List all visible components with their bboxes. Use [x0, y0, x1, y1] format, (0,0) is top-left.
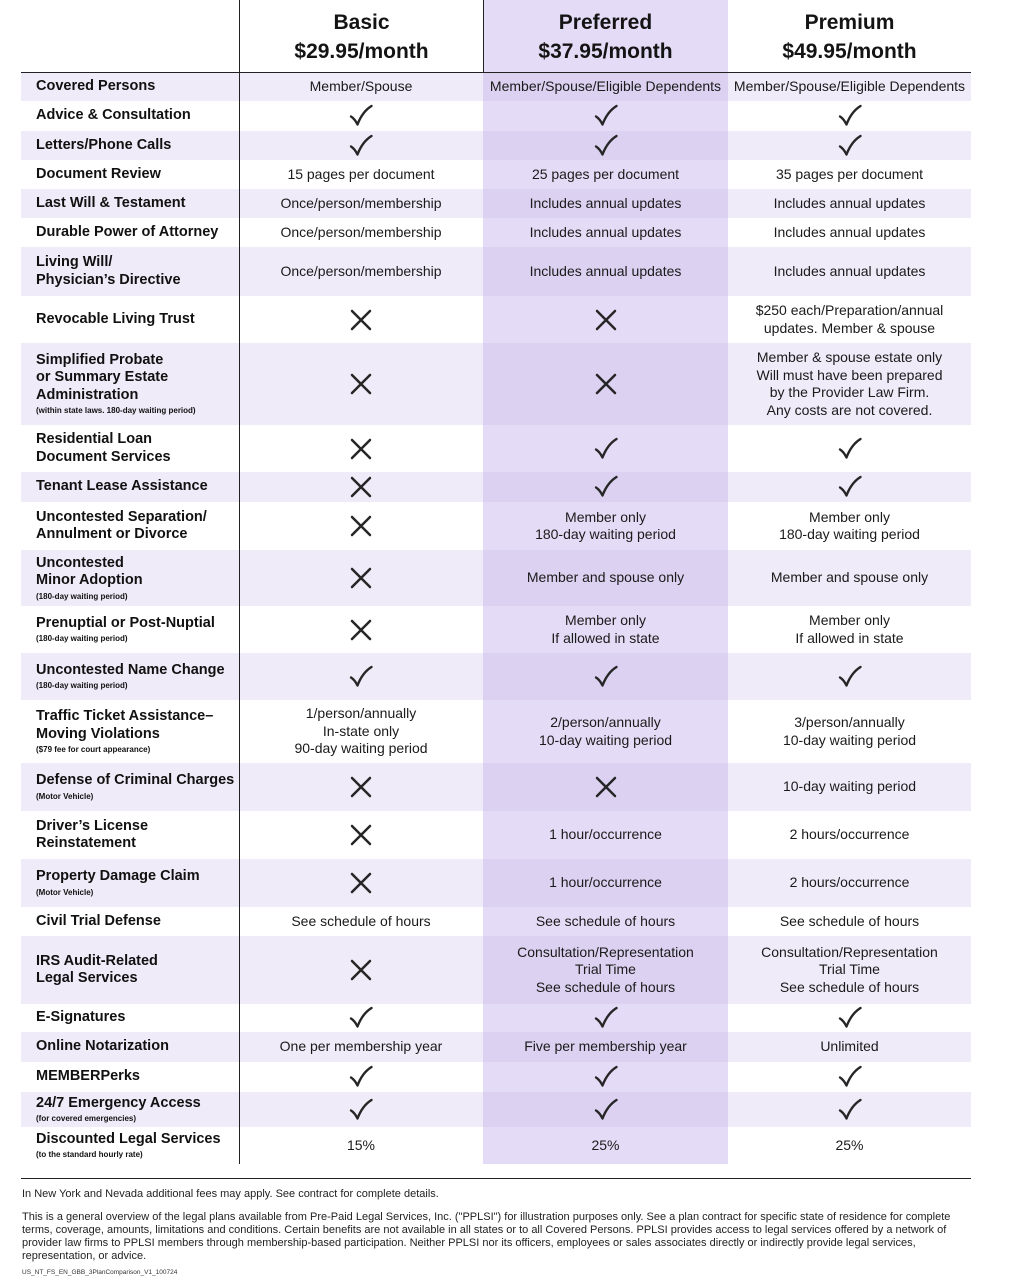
value-cell-preferred	[483, 296, 728, 343]
value-text: 15%	[346, 1136, 376, 1153]
feature-label-last-will-testament: Last Will & Testament	[36, 194, 186, 211]
value-cell-basic	[239, 247, 483, 296]
table-row	[21, 653, 971, 700]
feature-cell	[36, 472, 241, 502]
feature-cell	[36, 1032, 241, 1062]
table-row	[21, 936, 971, 1004]
value-text: See schedule of hours	[291, 912, 431, 929]
value-text: 25%	[835, 1136, 864, 1153]
value-text: Includes annual updates	[529, 194, 682, 211]
checkmark-icon	[837, 1005, 863, 1031]
feature-note: (to the standard hourly rate)	[36, 1150, 143, 1160]
checkmark-icon	[593, 474, 619, 500]
value-cell-premium	[728, 160, 971, 189]
cross-icon	[348, 870, 374, 896]
checkmark-icon	[348, 103, 374, 129]
value-cell-preferred	[483, 653, 728, 700]
feature-label-uncontested-name-change: Uncontested Name Change	[36, 661, 225, 678]
value-cell-preferred	[483, 1004, 728, 1032]
value-cell-preferred	[483, 472, 728, 502]
feature-cell	[36, 907, 241, 936]
feature-cell	[36, 189, 241, 218]
table-row	[21, 907, 971, 936]
value-text: Includes annual updates	[773, 223, 926, 240]
value-cell-premium	[728, 763, 971, 811]
cross-icon	[593, 307, 619, 333]
feature-label-online-notarization: Online Notarization	[36, 1038, 169, 1055]
table-row	[21, 131, 971, 160]
table-row	[21, 1092, 971, 1127]
value-cell-preferred	[483, 247, 728, 296]
value-text: Member and spouse only	[770, 569, 929, 586]
value-text: 25%	[591, 1136, 620, 1153]
value-cell-basic	[239, 907, 483, 936]
value-cell-basic	[239, 472, 483, 502]
value-cell-basic	[239, 502, 483, 550]
feature-cell	[36, 859, 241, 907]
value-text: 1 hour/occurrence	[549, 874, 662, 891]
value-cell-premium	[728, 907, 971, 936]
value-text: 15 pages per document	[287, 165, 435, 182]
checkmark-icon	[593, 664, 619, 690]
value-cell-preferred	[483, 160, 728, 189]
feature-cell	[36, 700, 241, 763]
value-cell-premium	[728, 472, 971, 502]
feature-label-uncontested-minor-adoption: Uncontested Minor Adoption	[36, 554, 143, 588]
value-cell-basic	[239, 296, 483, 343]
feature-cell	[36, 73, 241, 101]
value-cell-basic	[239, 606, 483, 653]
value-text: 2/person/annually 10-day waiting period	[538, 714, 673, 748]
cross-icon	[348, 371, 374, 397]
value-text: Once/person/membership	[280, 194, 442, 211]
feature-label-residential-loan-document-services: Residential Loan Document Services	[36, 431, 171, 465]
value-cell-basic	[239, 73, 483, 101]
header-divider	[21, 72, 971, 73]
value-cell-preferred	[483, 1092, 728, 1127]
table-row	[21, 247, 971, 296]
value-cell-preferred	[483, 606, 728, 653]
table-row	[21, 763, 971, 811]
value-text: Member only 180-day waiting period	[535, 508, 676, 542]
feature-cell	[36, 1004, 241, 1032]
value-text: Member/Spouse/Eligible Dependents	[733, 78, 966, 95]
value-cell-basic	[239, 218, 483, 247]
value-text: 10-day waiting period	[782, 778, 917, 795]
checkmark-icon	[837, 1097, 863, 1123]
value-cell-basic	[239, 700, 483, 763]
feature-cell	[36, 653, 241, 700]
value-cell-premium	[728, 247, 971, 296]
value-text: Member only If allowed in state	[551, 612, 660, 646]
value-text: Member/Spouse/Eligible Dependents	[489, 78, 722, 95]
value-cell-premium	[728, 653, 971, 700]
column-divider-left	[239, 0, 240, 1164]
value-cell-preferred	[483, 73, 728, 101]
footer-disclaimer: This is a general overview of the legal plans available from Pre-Paid Legal Services, Inc. ("PPLSI") for illustration purposes only. See a plan contract for specific state of residence for complete terms, coverage, amounts, limitations and conditions. Certain benefits are not available in all states or to all Covered Persons. PPLSI provides access to legal services offered by a network of provider law firms to PPLSI members through membership-based participation. Neither PPLSI nor its officers, employees or sales associates directly or indirectly provide legal services, representation, or advice.	[22, 1211, 951, 1262]
value-cell-premium	[728, 73, 971, 101]
value-cell-premium	[728, 131, 971, 160]
value-cell-premium	[728, 1092, 971, 1127]
value-cell-basic	[239, 189, 483, 218]
feature-note: (180-day waiting period)	[36, 591, 128, 601]
value-cell-basic	[239, 550, 483, 606]
cross-icon	[348, 617, 374, 643]
checkmark-icon	[348, 664, 374, 690]
feature-label-covered-persons: Covered Persons	[36, 78, 156, 95]
plan-name-premium: Premium	[804, 11, 895, 34]
document-code: US_NT_FS_EN_GBB_3PlanComparison_V1_100724	[22, 1269, 178, 1276]
cross-icon	[348, 565, 374, 591]
feature-label-24-7-emergency-access: 24/7 Emergency Access	[36, 1094, 201, 1111]
value-text: 1/person/annually In-state only 90-day waiting period	[294, 705, 428, 757]
feature-label-property-damage-claim: Property Damage Claim	[36, 868, 200, 885]
value-cell-basic	[239, 1127, 483, 1164]
table-row	[21, 1127, 971, 1164]
checkmark-icon	[837, 133, 863, 159]
table-row	[21, 700, 971, 763]
feature-cell	[36, 296, 241, 343]
value-cell-basic	[239, 101, 483, 131]
feature-cell	[36, 606, 241, 653]
value-cell-premium	[728, 1062, 971, 1092]
feature-note: (180-day waiting period)	[36, 634, 128, 644]
value-text: Member & spouse estate only Will must have been prepared by the Provider Law Firm. Any costs are not covered.	[756, 349, 943, 418]
table-row	[21, 189, 971, 218]
value-cell-preferred	[483, 131, 728, 160]
table-row	[21, 101, 971, 131]
table-row	[21, 1032, 971, 1062]
feature-label-revocable-living-trust: Revocable Living Trust	[36, 310, 195, 327]
feature-cell	[36, 1062, 241, 1092]
feature-cell	[36, 502, 241, 550]
table-row	[21, 606, 971, 653]
value-cell-premium	[728, 343, 971, 425]
value-cell-premium	[728, 811, 971, 859]
feature-label-durable-power-of-attorney: Durable Power of Attorney	[36, 223, 219, 240]
value-cell-preferred	[483, 218, 728, 247]
feature-label-traffic-ticket-assistance-moving-violations: Traffic Ticket Assistance– Moving Violations	[36, 708, 214, 742]
value-cell-preferred	[483, 550, 728, 606]
feature-label-defense-of-criminal-charges: Defense of Criminal Charges	[36, 772, 235, 789]
value-text: 25 pages per document	[531, 165, 680, 182]
table-row	[21, 472, 971, 502]
value-text: 2 hours/occurrence	[789, 874, 910, 891]
value-text: 2 hours/occurrence	[789, 826, 910, 843]
footer-divider	[21, 1178, 971, 1179]
value-text: Consultation/Representation Trial Time See schedule of hours	[761, 943, 938, 995]
value-cell-preferred	[483, 1062, 728, 1092]
feature-label-memberperks: MEMBERPerks	[36, 1068, 140, 1085]
feature-label-tenant-lease-assistance: Tenant Lease Assistance	[36, 478, 208, 495]
table-row	[21, 160, 971, 189]
checkmark-icon	[348, 1097, 374, 1123]
feature-label-civil-trial-defense: Civil Trial Defense	[36, 912, 161, 929]
value-text: Member only If allowed in state	[795, 612, 904, 646]
value-cell-premium	[728, 936, 971, 1004]
checkmark-icon	[837, 1064, 863, 1090]
value-cell-preferred	[483, 1032, 728, 1062]
value-cell-premium	[728, 859, 971, 907]
value-cell-preferred	[483, 811, 728, 859]
value-cell-preferred	[483, 1127, 728, 1164]
value-cell-basic	[239, 936, 483, 1004]
feature-cell	[36, 247, 241, 296]
value-text: Member only 180-day waiting period	[779, 508, 920, 542]
value-text: Includes annual updates	[529, 223, 682, 240]
checkmark-icon	[593, 1064, 619, 1090]
value-text: 1 hour/occurrence	[549, 826, 662, 843]
plan-name-preferred: Preferred	[558, 11, 653, 34]
plan-name-basic: Basic	[333, 11, 390, 34]
value-cell-premium	[728, 606, 971, 653]
plan-header-basic	[240, 8, 483, 66]
feature-label-advice-consultation: Advice & Consultation	[36, 107, 191, 124]
value-cell-preferred	[483, 859, 728, 907]
checkmark-icon	[348, 133, 374, 159]
table-row	[21, 343, 971, 425]
table-row	[21, 859, 971, 907]
feature-cell	[36, 763, 241, 811]
value-cell-basic	[239, 811, 483, 859]
feature-cell	[36, 343, 241, 425]
checkmark-icon	[593, 133, 619, 159]
value-cell-basic	[239, 425, 483, 472]
value-cell-basic	[239, 1004, 483, 1032]
checkmark-icon	[348, 1064, 374, 1090]
value-cell-preferred	[483, 700, 728, 763]
plan-header-premium	[728, 8, 971, 66]
value-text: Includes annual updates	[773, 194, 926, 211]
value-cell-basic	[239, 1032, 483, 1062]
table-row	[21, 1062, 971, 1092]
feature-label-uncontested-separation-annulment-or-divorce: Uncontested Separation/ Annulment or Divorce	[36, 508, 207, 542]
value-text: Includes annual updates	[773, 262, 926, 279]
cross-icon	[348, 822, 374, 848]
plan-price-premium: $49.95/month	[782, 40, 917, 63]
column-divider-mid	[483, 0, 484, 72]
feature-label-living-will-physician-s-directive: Living Will/ Physician’s Directive	[36, 254, 181, 288]
feature-note: ($79 fee for court appearance)	[36, 745, 151, 754]
cross-icon	[348, 774, 374, 800]
value-cell-premium	[728, 700, 971, 763]
value-text: Includes annual updates	[529, 262, 682, 279]
table-row	[21, 1004, 971, 1032]
feature-cell	[36, 936, 241, 1004]
value-text: Once/person/membership	[280, 223, 442, 240]
feature-note: (for covered emergencies)	[36, 1114, 137, 1124]
value-cell-basic	[239, 653, 483, 700]
feature-label-irs-audit-related-legal-services: IRS Audit-Related Legal Services	[36, 952, 158, 986]
feature-label-document-review: Document Review	[36, 165, 161, 182]
checkmark-icon	[593, 103, 619, 129]
cross-icon	[593, 774, 619, 800]
value-text: Member and spouse only	[526, 569, 685, 586]
footer-fees-note: In New York and Nevada additional fees may apply. See contract for complete details.	[22, 1188, 439, 1200]
table-row	[21, 550, 971, 606]
feature-note: (within state laws. 180-day waiting period)	[36, 406, 196, 416]
value-cell-premium	[728, 550, 971, 606]
table-row	[21, 425, 971, 472]
feature-note: (Motor Vehicle)	[36, 791, 94, 801]
value-text: Five per membership year	[524, 1038, 687, 1055]
value-text: Once/person/membership	[280, 262, 442, 279]
value-cell-preferred	[483, 343, 728, 425]
checkmark-icon	[593, 436, 619, 462]
value-cell-premium	[728, 101, 971, 131]
checkmark-icon	[837, 664, 863, 690]
value-text: Unlimited	[820, 1038, 879, 1055]
value-cell-premium	[728, 1127, 971, 1164]
feature-cell	[36, 425, 241, 472]
feature-note: (180-day waiting period)	[36, 681, 128, 691]
feature-note: (Motor Vehicle)	[36, 887, 94, 897]
feature-cell	[36, 101, 241, 131]
value-cell-basic	[239, 131, 483, 160]
value-cell-preferred	[483, 189, 728, 218]
feature-label-driver-s-license-reinstatement: Driver’s License Reinstatement	[36, 817, 149, 851]
plan-price-basic: $29.95/month	[294, 40, 429, 63]
value-cell-preferred	[483, 936, 728, 1004]
value-text: Member/Spouse	[309, 78, 413, 95]
value-text: Consultation/Representation Trial Time See schedule of hours	[517, 943, 694, 995]
feature-label-simplified-probate-or-summary-estate-administration: Simplified Probate or Summary Estate Administration	[36, 351, 169, 403]
cross-icon	[348, 436, 374, 462]
cross-icon	[593, 371, 619, 397]
feature-label-e-signatures: E-Signatures	[36, 1009, 126, 1026]
value-cell-preferred	[483, 907, 728, 936]
feature-cell	[36, 218, 241, 247]
value-cell-basic	[239, 1062, 483, 1092]
value-cell-premium	[728, 189, 971, 218]
value-cell-preferred	[483, 101, 728, 131]
feature-cell	[36, 550, 241, 606]
value-text: See schedule of hours	[535, 912, 676, 929]
value-cell-preferred	[483, 763, 728, 811]
checkmark-icon	[593, 1005, 619, 1031]
cross-icon	[348, 513, 374, 539]
value-text: See schedule of hours	[779, 912, 920, 929]
value-cell-basic	[239, 343, 483, 425]
value-cell-premium	[728, 296, 971, 343]
cross-icon	[348, 307, 374, 333]
table-row	[21, 502, 971, 550]
table-row	[21, 218, 971, 247]
feature-cell	[36, 1092, 241, 1127]
feature-cell	[36, 160, 241, 189]
feature-label-letters-phone-calls: Letters/Phone Calls	[36, 136, 172, 153]
value-cell-basic	[239, 1092, 483, 1127]
checkmark-icon	[348, 1005, 374, 1031]
feature-cell	[36, 131, 241, 160]
checkmark-icon	[837, 103, 863, 129]
checkmark-icon	[837, 436, 863, 462]
checkmark-icon	[837, 474, 863, 500]
value-cell-premium	[728, 1032, 971, 1062]
table-row	[21, 296, 971, 343]
cross-icon	[348, 957, 374, 983]
value-cell-premium	[728, 425, 971, 472]
feature-label-discounted-legal-services: Discounted Legal Services	[36, 1130, 221, 1147]
value-cell-basic	[239, 859, 483, 907]
value-text: $250 each/Preparation/annual updates. Member & spouse	[755, 302, 944, 336]
checkmark-icon	[593, 1097, 619, 1123]
value-cell-preferred	[483, 502, 728, 550]
value-cell-premium	[728, 1004, 971, 1032]
feature-label-prenuptial-or-post-nuptial: Prenuptial or Post-Nuptial	[36, 614, 215, 631]
value-cell-basic	[239, 763, 483, 811]
value-cell-premium	[728, 502, 971, 550]
value-cell-premium	[728, 218, 971, 247]
value-text: One per membership year	[279, 1038, 443, 1055]
value-text: 35 pages per document	[775, 165, 924, 182]
value-text: 3/person/annually 10-day waiting period	[782, 714, 917, 748]
plan-header-preferred	[483, 8, 728, 66]
table-row	[21, 73, 971, 101]
plan-price-preferred: $37.95/month	[538, 40, 673, 63]
value-cell-basic	[239, 160, 483, 189]
table-row	[21, 811, 971, 859]
feature-cell	[36, 1127, 241, 1164]
value-cell-preferred	[483, 425, 728, 472]
cross-icon	[348, 474, 374, 500]
feature-cell	[36, 811, 241, 859]
